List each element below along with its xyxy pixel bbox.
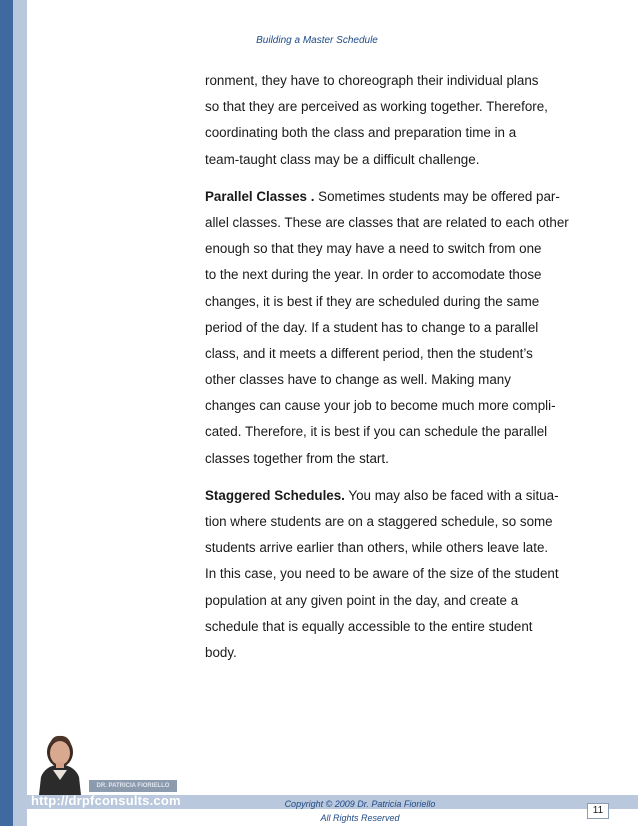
text-span: Sometimes students may be offered par-: [314, 188, 560, 204]
text-line: tion where students are on a staggered schedule, so some: [205, 514, 553, 529]
text-line: [205, 184, 567, 210]
text-line: classes together from the start.: [205, 450, 389, 466]
text-line: allel classes. These are classes that are related to each other: [205, 214, 569, 230]
text-line: period of the day. If a student has to change to a parallel: [205, 319, 539, 335]
paragraph: [205, 184, 567, 472]
author-photo: [31, 722, 89, 795]
left-margin-stripe-light: [13, 0, 27, 826]
page-number: 11: [587, 803, 609, 819]
left-margin-stripe-dark: [0, 0, 13, 826]
text-line: schedule that is equally accessible to the entire student: [205, 618, 533, 634]
text-line: class, and it meets a different period, then the student’s: [205, 345, 533, 361]
photo-caption: DR. PATRICIA FIORIELLO: [89, 780, 177, 792]
text-line: students arrive earlier than others, while others leave late.: [205, 540, 549, 556]
text-line: body.: [205, 644, 237, 660]
body-text: [205, 68, 567, 666]
text-span: You may also be faced with a situa-: [344, 487, 559, 503]
text-line: changes can cause your job to become much more compli-: [205, 398, 556, 414]
paragraph: [205, 483, 567, 666]
text-line: cated. Therefore, it is best if you can schedule the parallel: [205, 424, 548, 440]
text-line: team-taught class may be a difficult challenge.: [205, 151, 480, 167]
rights-text: All Rights Reserved: [320, 813, 400, 823]
copyright-text: Copyright © 2009 Dr. Patricia Fioriello: [284, 799, 436, 809]
text-line: coordinating both the class and preparation time in a: [205, 125, 517, 141]
footer-copyright: [230, 797, 490, 825]
text-line: other classes have to change as well. Making many: [205, 372, 511, 388]
text-line: ronment, they have to choreograph their individual plans: [205, 73, 539, 88]
text-line: to the next during the year. In order to accomodate those: [205, 267, 542, 283]
text-line: enough so that they may have a need to switch from one: [205, 241, 542, 257]
running-header-title: Building a Master Schedule: [256, 35, 378, 46]
text-line: population at any given point in the day, and create a: [205, 592, 519, 608]
running-header: [0, 35, 638, 46]
text-line: changes, it is best if they are scheduled during the same: [205, 293, 540, 309]
text-line: so that they are perceived as working together. Therefore,: [205, 99, 548, 115]
text-line: [205, 483, 567, 509]
paragraph-heading: Parallel Classes .: [205, 188, 315, 204]
paragraph: [205, 68, 567, 173]
paragraph-heading: Staggered Schedules.: [205, 487, 345, 503]
footer-website-link[interactable]: http://drpfconsults.com: [31, 793, 181, 808]
text-line: In this case, you need to be aware of the size of the student: [205, 566, 559, 582]
